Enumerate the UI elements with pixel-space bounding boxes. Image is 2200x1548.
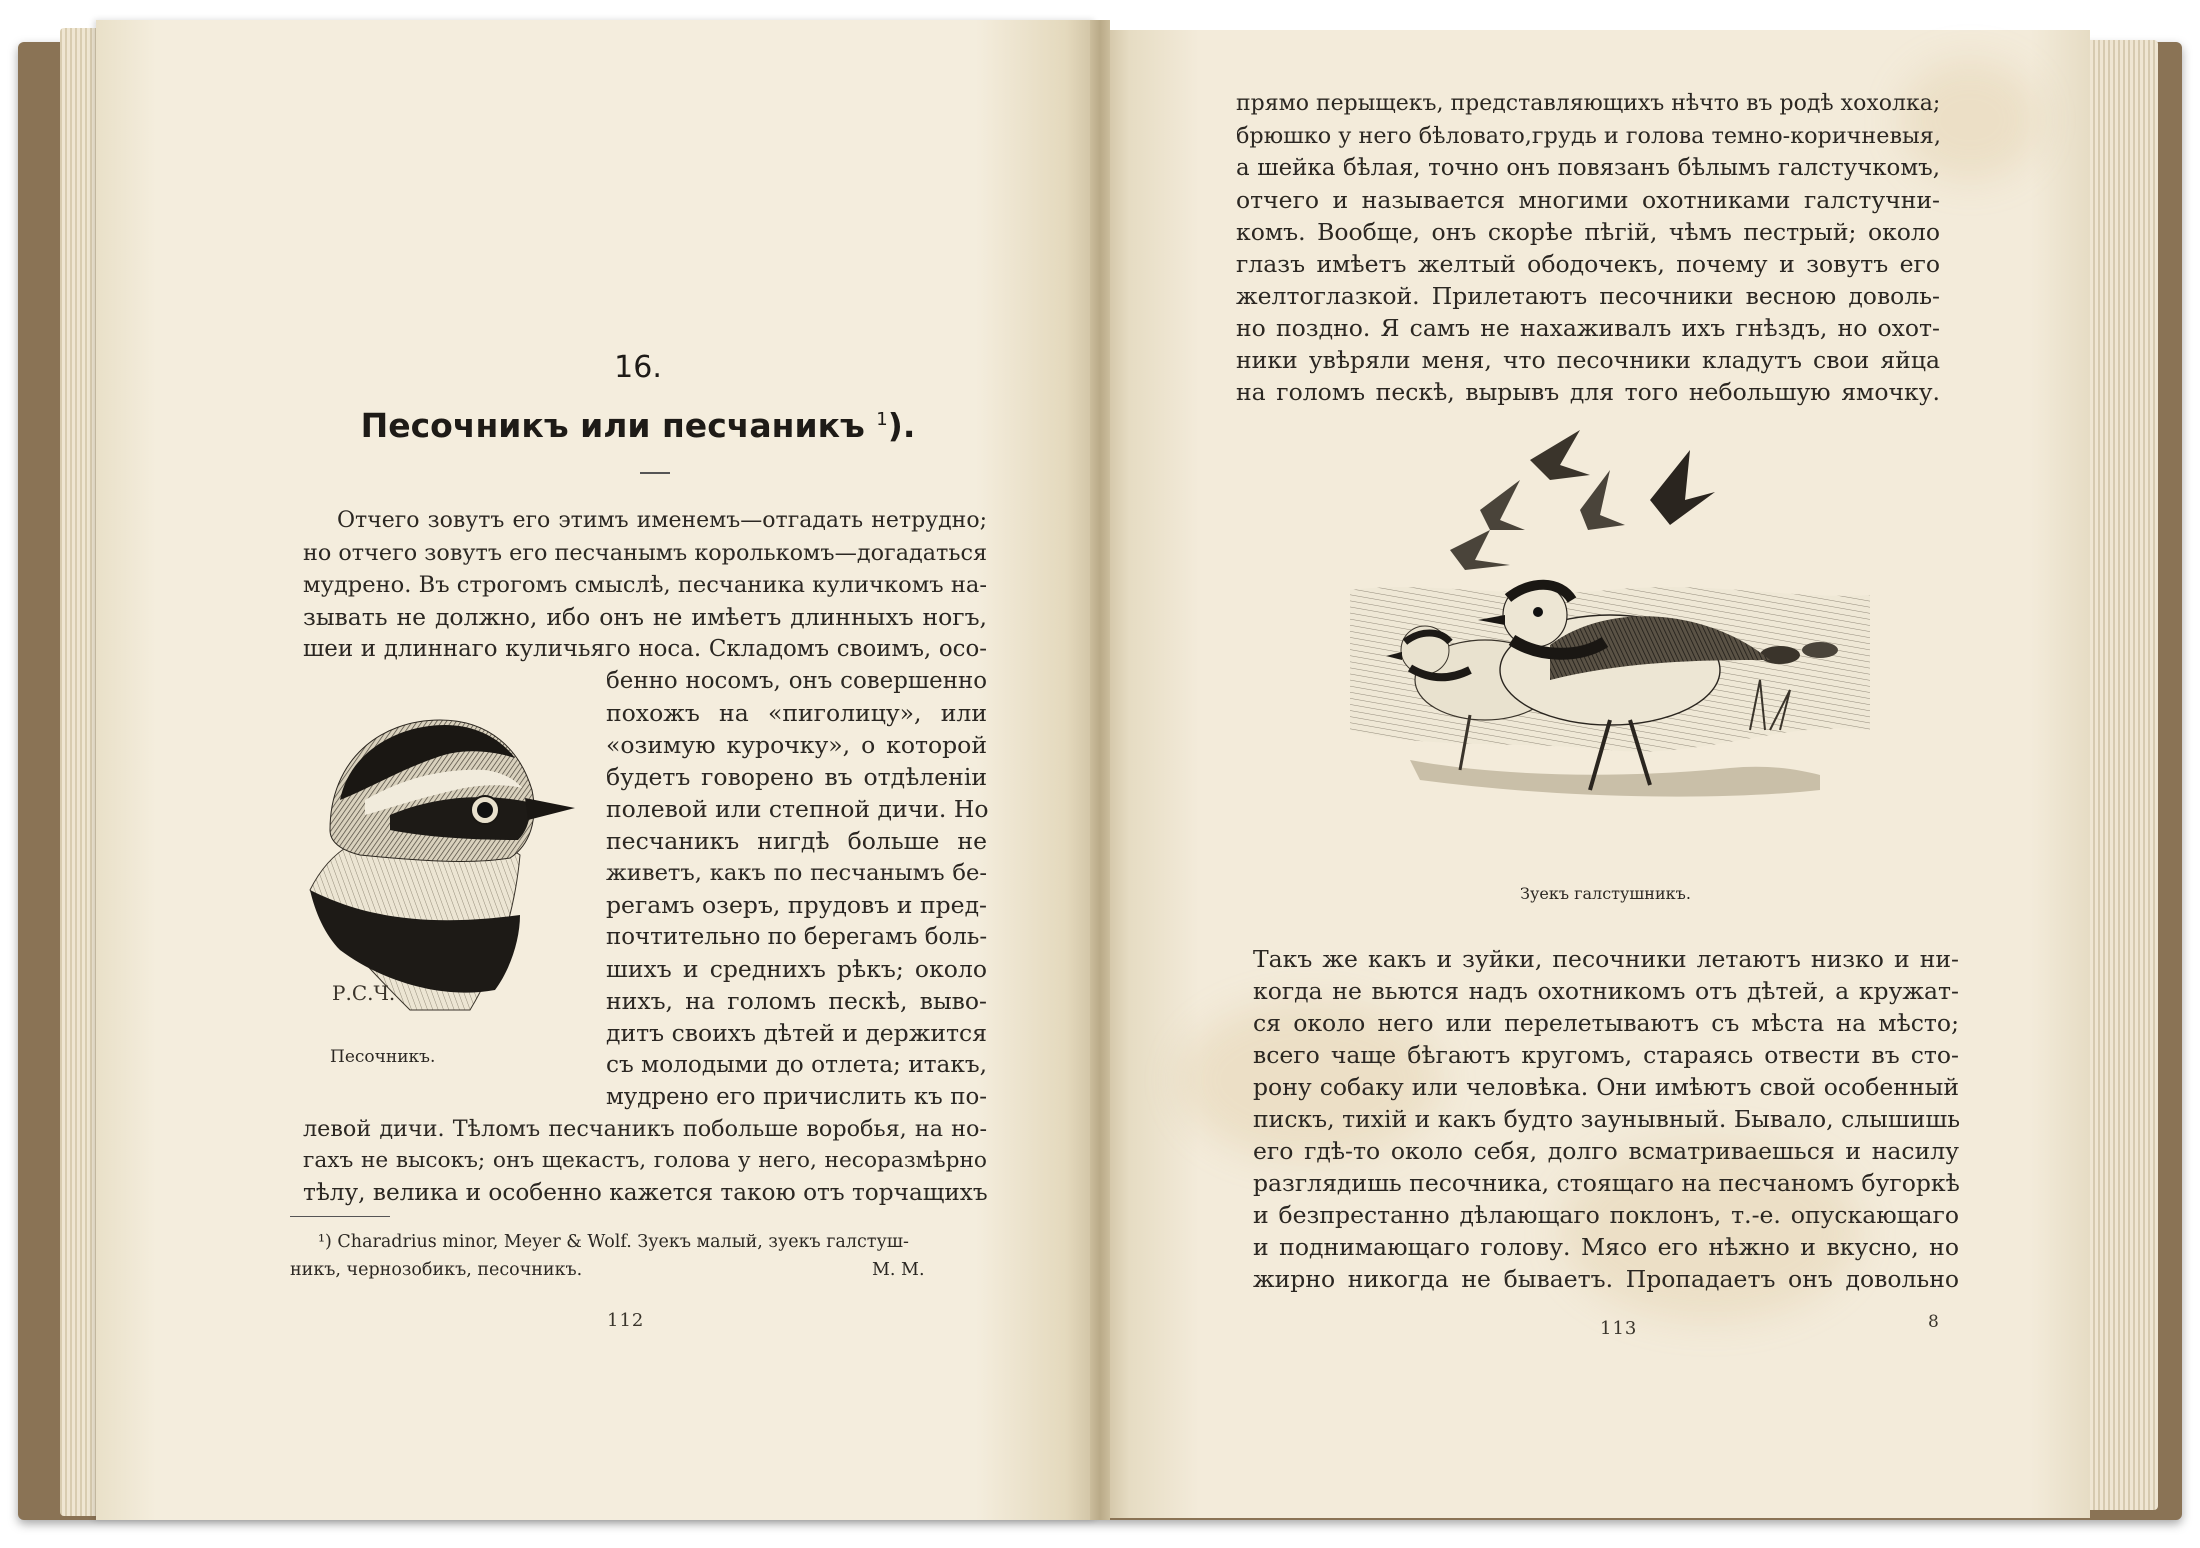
text-line: ся около него или перелетываютъ съ мѣста на мѣсто; [1253, 1009, 1959, 1037]
text-line: комъ. Вообще, онъ скорѣе пѣгій, чѣмъ пестрый; около [1236, 218, 1940, 246]
page-number-left: 112 [607, 1310, 645, 1331]
text-line: шихъ и среднихъ рѣкъ; около [606, 955, 987, 983]
footnote-line: никъ, чернозобикъ, песочникъ. [290, 1260, 583, 1280]
text-line: на голомъ пескѣ, вырывъ для того небольшую ямочку. [1236, 378, 1940, 406]
title-divider [640, 472, 670, 474]
text-line: и поднимающаго голову. Мясо его нѣжно и вкусно, но [1253, 1233, 1959, 1261]
text-line: но поздно. Я самъ не нахаживалъ ихъ гнѣздъ, но охот- [1236, 314, 1940, 342]
footnote-signature: М. М. [872, 1260, 925, 1280]
text-line: песчаникъ нигдѣ больше не [606, 827, 987, 855]
text-line: левой дичи. Тѣломъ песчаникъ побольше воробья, на но- [303, 1116, 987, 1142]
text-line: похожъ на «пиголицу», или [606, 699, 987, 727]
text-line: желтоглазкой. Прилетаютъ песочники весною доволь- [1236, 282, 1940, 310]
text-line: мудрено. Въ строгомъ смыслѣ, песчаника куличкомъ на- [303, 572, 987, 598]
text-line: когда не вьются надъ охотникомъ отъ дѣтей, а кружат- [1253, 977, 1959, 1005]
text-line: пискъ, тихій и какъ будто заунывный. Бывало, слышишь [1253, 1105, 1961, 1133]
figure-caption-right: Зуекъ галстушникъ. [1520, 884, 1691, 903]
book-gutter [1090, 20, 1110, 1520]
text-line: живетъ, какъ по песчанымъ бе- [606, 860, 987, 886]
text-line: а шейка бѣлая, точно онъ повязанъ бѣлымъ галстучкомъ, [1236, 155, 1940, 181]
text-line: съ молодыми до отлета; итакъ, [606, 1051, 987, 1078]
text-line: полевой или степной дичи. Но [606, 795, 989, 823]
signature-mark: 8 [1928, 1312, 1940, 1332]
text-line: нихъ, на голомъ пескѣ, выво- [606, 987, 987, 1015]
text-line: и безпрестанно дѣлающаго поклонъ, т.-е. опускающаго [1253, 1201, 1959, 1229]
figure-caption-left: Песочникъ. [330, 1047, 436, 1067]
page-edges-right [2080, 40, 2158, 1510]
plover-head-engraving-icon [270, 680, 580, 1020]
text-line: его гдѣ-то около себя, долго всматриваешься и насилу [1253, 1137, 1959, 1165]
text-line: зывать не должно, ибо онъ не имѣетъ длинныхъ ногъ, [303, 603, 987, 631]
ringed-plovers-engraving-icon [1350, 430, 1870, 870]
text-line: бенно носомъ, онъ совершенно [606, 668, 987, 694]
text-line: «озимую курочку», о которой [606, 731, 987, 759]
chapter-title [0, 406, 1276, 445]
page-number-right: 113 [1600, 1318, 1638, 1339]
text-line: но отчего зовутъ его песчанымъ королькомъ—догадаться [303, 540, 988, 566]
text-line: рону собаку или человѣка. Они имѣютъ свой особенный [1253, 1073, 1959, 1101]
footnote-line: ¹) Charadrius minor, Meyer & Wolf. Зуекъ малый, зуекъ галстуш- [318, 1232, 909, 1252]
text-line: отчего и называется многими охотниками галстучни- [1236, 186, 1940, 214]
footnote-divider [290, 1216, 390, 1217]
text-line: тѣлу, велика и особенно кажется такою отъ торчащихъ [303, 1179, 988, 1206]
text-line: брюшко у него бѣловато,грудь и голова темно-коричневыя, [1236, 123, 1941, 149]
text-line: всего чаще бѣгаютъ кругомъ, стараясь отвести въ сто- [1253, 1041, 1959, 1069]
text-line: ники увѣряли меня, что песочники кладутъ свои яйца [1236, 346, 1940, 374]
text-line: прямо перыщекъ, представляющихъ нѣчто въ родѣ хохолка; [1236, 91, 1941, 116]
text-line: жирно никогда не бываетъ. Пропадаетъ онъ довольно [1253, 1265, 1959, 1293]
text-line: глазъ имѣетъ желтый ободочекъ, почему и зовутъ его [1236, 250, 1940, 278]
text-line: мудрено его причислить къ по- [606, 1084, 987, 1110]
text-line: почтительно по берегамъ боль- [606, 924, 988, 950]
text-line: гахъ не высокъ; онъ щекастъ, голова у него, несоразмѣрно [303, 1148, 987, 1173]
text-line: разглядишь песочника, стоящаго на песчаномъ бугоркѣ [1253, 1169, 1960, 1197]
chapter-number: 16. [614, 350, 662, 385]
text-line: шеи и длиннаго куличьяго носа. Складомъ своимъ, осо- [303, 636, 987, 662]
chapter-title-footnote-mark: 1 [876, 409, 888, 430]
text-line: Такъ же какъ и зуйки, песочники летаютъ низко и ни- [1253, 945, 1959, 973]
chapter-title-end: ). [887, 406, 916, 445]
text-line: Отчего зовутъ его этимъ именемъ—отгадать нетрудно; [337, 508, 987, 533]
text-line: будетъ говорено въ отдѣленіи [606, 763, 987, 791]
chapter-title-text: Песочникъ или песчаникъ [360, 406, 865, 445]
text-line: регамъ озеръ, прудовъ и пред- [606, 891, 987, 919]
svg-text:Р.С.Ч.: Р.С.Ч. [332, 981, 396, 1005]
text-line: дитъ своихъ дѣтей и держится [606, 1019, 987, 1047]
